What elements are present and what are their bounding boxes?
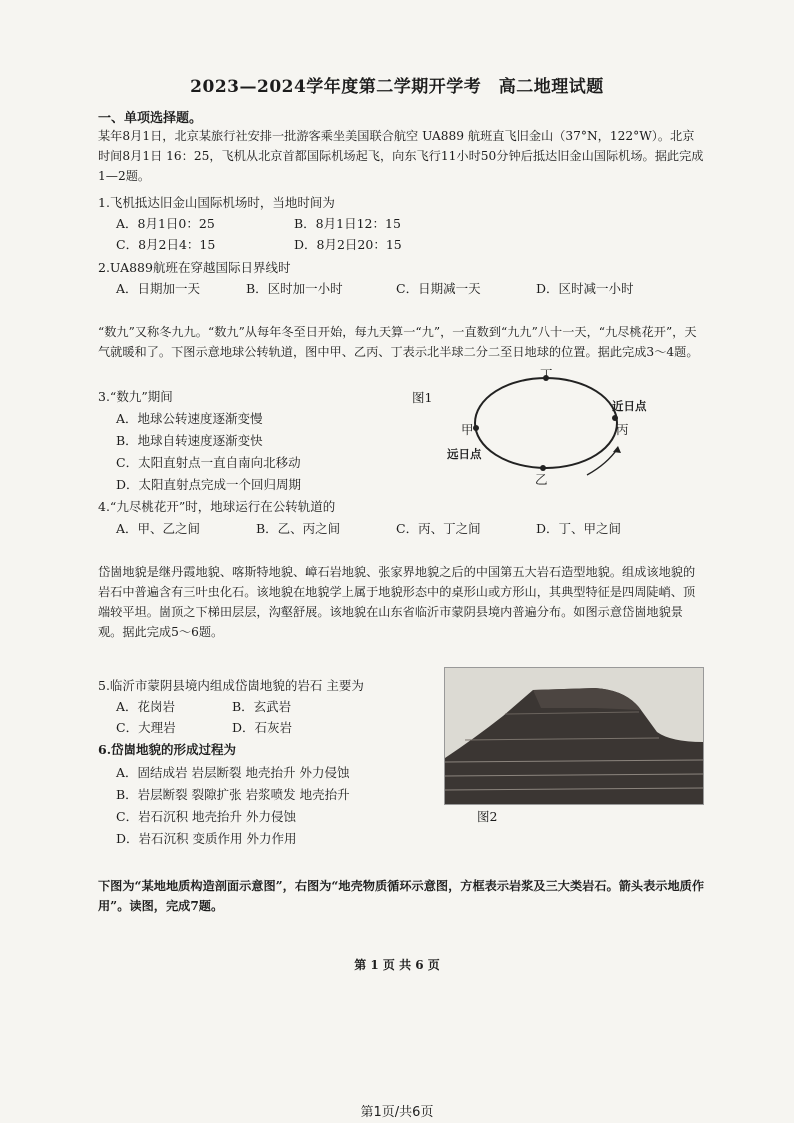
page-number-inner: 第 1 页 共 6 页 — [354, 958, 440, 972]
q6-option-d: D．岩石沉积 变质作用 外力作用 — [116, 831, 297, 846]
intro-paragraph-3: 岱崮地貌是继丹霞地貌、喀斯特地貌、嶂石岩地貌、张家界地貌之后的中国第五大岩石造型地貌。组成该地貌的岩石中普遍含有三叶虫化石。该地貌在地貌学上属于地貌形态中的桌形山或方形山，其典型特征是四周陡峭、顶端较平坦。崮顶之下梯田层层，沟壑舒展。该地貌在山东省临沂市蒙阴县境内普遍分布。如图示意岱崮地貌景观。据此完成5～6题。 — [98, 565, 696, 639]
label-aphelion: 远日点 — [447, 447, 482, 461]
q4-option-b: B．乙、丙之间 — [256, 521, 341, 536]
figure-1-label: 图1 — [412, 390, 433, 405]
q4-option-d: D．丁、甲之间 — [536, 521, 622, 536]
question-5-stem: 5.临沂市蒙阴县境内组成岱崮地貌的岩石 主要为 — [98, 678, 364, 693]
question-4-stem: 4.“九尽桃花开”时，地球运行在公转轨道的 — [98, 499, 336, 514]
daigu-landform-photo — [444, 667, 704, 805]
question-3-stem: 3.“数九”期间 — [98, 389, 173, 404]
intro-paragraph-4: 下图为“某地地质构造剖面示意图”，右图为“地壳物质循环示意图，方框表示岩浆及三大类岩石。箭头表示地质作用”。读图，完成7题。 — [98, 879, 705, 913]
q4-option-a: A．甲、乙之间 — [116, 521, 201, 536]
q3-option-b: B．地球自转速度逐渐变快 — [116, 433, 263, 448]
q1-option-b: B．8月1日12：15 — [294, 216, 401, 231]
q5-option-b: B．玄武岩 — [232, 699, 292, 714]
label-ding: 丁 — [540, 367, 553, 382]
label-bing: 丙 — [616, 422, 629, 437]
q6-option-a: A．固结成岩 岩层断裂 地壳抬升 外力侵蚀 — [116, 765, 350, 780]
label-jia: 甲 — [461, 422, 474, 437]
q4-option-c: C．丙、丁之间 — [396, 521, 481, 536]
q1-option-d: D．8月2日20：15 — [294, 237, 402, 252]
q1-option-a: A．8月1日0：25 — [116, 216, 215, 231]
intro-paragraph-1: 某年8月1日，北京某旅行社安排一批游客乘坐美国联合航空 UA889 航班直飞旧金山（37°N，122°W）。北京时间8月1日 16：25，飞机从北京首都国际机场起飞，向东飞行11小时50分钟后抵达旧金山国际机场。据此完成1—2题。 — [98, 129, 704, 183]
q2-option-d: D．区时减一小时 — [536, 281, 634, 296]
label-yi: 乙 — [535, 472, 548, 487]
q2-option-c: C．日期减一天 — [396, 281, 481, 296]
question-1-stem: 1.飞机抵达旧金山国际机场时，当地时间为 — [98, 195, 335, 210]
q3-option-a: A．地球公转速度逐渐变慢 — [116, 411, 263, 426]
q5-option-c: C．大理岩 — [116, 720, 176, 735]
q6-option-b: B．岩层断裂 裂隙扩张 岩浆喷发 地壳抬升 — [116, 787, 350, 802]
q3-option-c: C．太阳直射点一直自南向北移动 — [116, 455, 301, 470]
orbit-ellipse — [475, 378, 617, 468]
label-perihelion: 近日点 — [612, 399, 647, 413]
question-2-stem: 2.UA889航班在穿越国际日界线时 — [98, 260, 291, 275]
intro-paragraph-2: “数九”又称冬九九。“数九”从每年冬至日开始，每九天算一“九”，一直数到“九九”八十一天，“九尽桃花开”，天气就暖和了。下图示意地球公转轨道，图中甲、乙丙、丁表示北半球二分二至日地球的位置。据此完成3～4题。 — [98, 325, 699, 359]
revolution-direction-arrow — [587, 448, 618, 475]
q5-option-d: D．石灰岩 — [232, 720, 293, 735]
position-jia-dot — [473, 425, 479, 431]
question-6-stem: 6.岱崮地貌的形成过程为 — [98, 742, 237, 757]
q2-option-b: B．区时加一小时 — [246, 281, 343, 296]
section-heading: 一、单项选择题。 — [98, 111, 203, 126]
q6-option-c: C．岩石沉积 地壳抬升 外力侵蚀 — [116, 809, 297, 824]
revolution-arrowhead — [613, 446, 621, 453]
q3-option-d: D．太阳直射点完成一个回归周期 — [116, 477, 302, 492]
figure-2-label: 图2 — [477, 809, 498, 824]
page-number-outer: 第1页/共6页 — [360, 1105, 434, 1120]
q1-option-c: C．8月2日4：15 — [116, 237, 216, 252]
page-title: 2023—2024学年度第二学期开学考 高二地理试题 — [190, 77, 604, 97]
q5-option-a: A．花岗岩 — [116, 699, 176, 714]
q2-option-a: A．日期加一天 — [116, 281, 201, 296]
orbit-diagram — [455, 360, 685, 490]
